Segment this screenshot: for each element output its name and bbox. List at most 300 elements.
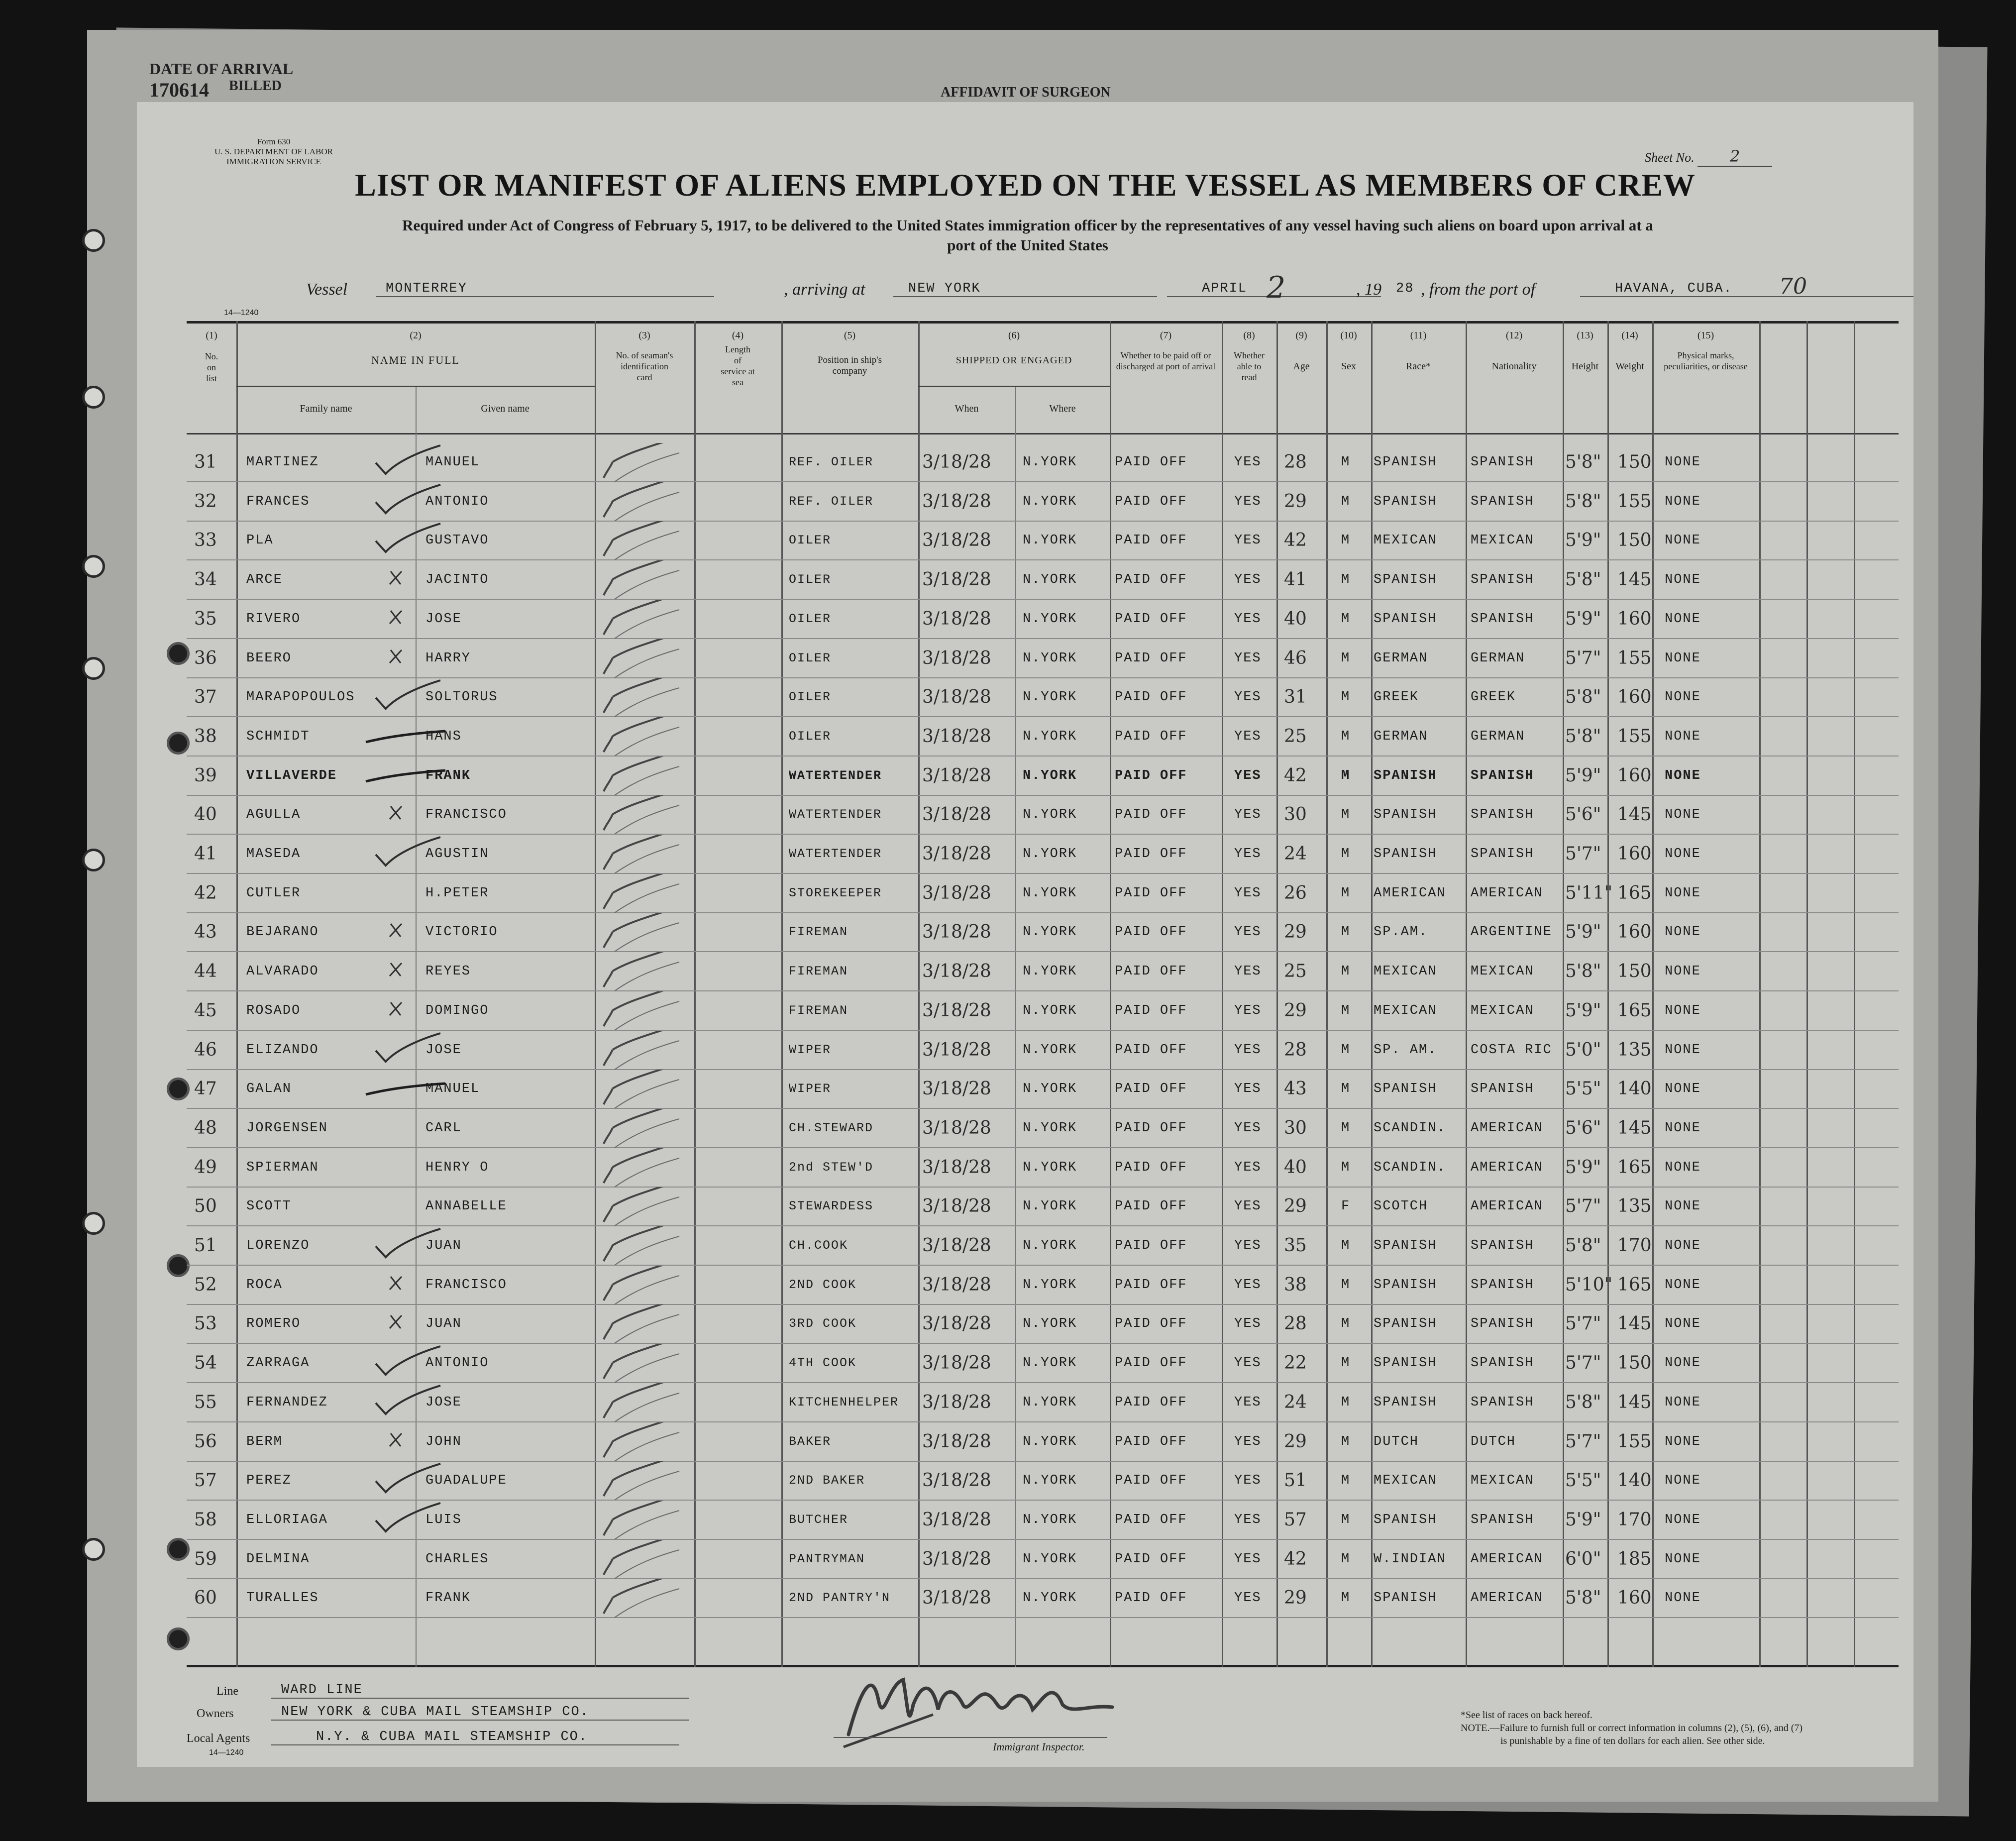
given-name: GUSTAVO bbox=[425, 533, 489, 548]
paid-off: PAID OFF bbox=[1115, 1473, 1187, 1489]
physical-marks: NONE bbox=[1665, 1356, 1701, 1371]
paid-off: PAID OFF bbox=[1115, 768, 1187, 783]
height: 5'7" bbox=[1565, 1353, 1601, 1374]
height: 5'8" bbox=[1565, 687, 1601, 708]
age: 42 bbox=[1284, 530, 1307, 551]
paid-off: PAID OFF bbox=[1115, 1512, 1187, 1527]
col-label: No. of seaman's identification card bbox=[616, 350, 673, 382]
sex: M bbox=[1341, 1591, 1351, 1606]
height: 5'6" bbox=[1565, 804, 1601, 825]
given-name: FRANCISCO bbox=[425, 807, 507, 823]
physical-marks: NONE bbox=[1665, 1042, 1701, 1058]
able-to-read: YES bbox=[1234, 1434, 1262, 1449]
col-num: (15) bbox=[1697, 330, 1714, 341]
card-tick bbox=[595, 1579, 694, 1618]
binder-hole bbox=[82, 1212, 105, 1235]
shipped-when: 3/18/28 bbox=[922, 804, 991, 825]
paid-off: PAID OFF bbox=[1115, 1082, 1187, 1097]
shipped-when: 3/18/28 bbox=[922, 1039, 991, 1060]
card-tick bbox=[595, 1187, 694, 1226]
agents-code: 14—1240 bbox=[209, 1748, 244, 1757]
able-to-read: YES bbox=[1234, 768, 1262, 783]
col-header-13 bbox=[1563, 330, 1607, 372]
col-num: (6) bbox=[1008, 330, 1020, 341]
nationality: AMERICAN bbox=[1471, 1551, 1543, 1567]
height: 5'5" bbox=[1565, 1079, 1601, 1099]
height: 5'7" bbox=[1565, 1431, 1601, 1452]
sex: F bbox=[1341, 1199, 1351, 1214]
shipped-when: 3/18/28 bbox=[922, 491, 991, 512]
position: WIPER bbox=[789, 1042, 832, 1057]
age: 26 bbox=[1284, 882, 1307, 903]
position: FIREMAN bbox=[789, 1003, 849, 1018]
table-row bbox=[187, 1461, 1899, 1500]
height: 5'9" bbox=[1565, 608, 1601, 629]
subtitle-line-2: port of the United States bbox=[947, 236, 1108, 254]
col-label: Sex bbox=[1341, 361, 1356, 372]
row-number: 48 bbox=[194, 1117, 217, 1138]
col-header-7 bbox=[1110, 330, 1222, 372]
nationality: GERMAN bbox=[1471, 729, 1525, 744]
able-to-read: YES bbox=[1234, 925, 1262, 940]
weight: 145 bbox=[1617, 804, 1652, 825]
given-name: JUAN bbox=[425, 1238, 462, 1253]
owners-value: NEW YORK & CUBA MAIL STEAMSHIP CO. bbox=[271, 1705, 689, 1721]
family-name: JORGENSEN bbox=[246, 1120, 328, 1136]
col-header-3 bbox=[595, 330, 694, 383]
row-number: 47 bbox=[194, 1079, 217, 1099]
sex: M bbox=[1341, 1238, 1351, 1253]
age: 24 bbox=[1284, 844, 1307, 864]
family-name: ARCE bbox=[246, 572, 283, 588]
family-name: RIVERO bbox=[246, 611, 301, 627]
physical-marks: NONE bbox=[1665, 690, 1701, 705]
shipped-when: 3/18/28 bbox=[922, 1313, 991, 1334]
row-number: 39 bbox=[194, 765, 217, 786]
sex: M bbox=[1341, 885, 1351, 901]
nationality: GREEK bbox=[1471, 690, 1516, 705]
height: 5'8" bbox=[1565, 452, 1601, 472]
form-service: IMMIGRATION SERVICE bbox=[226, 157, 321, 166]
physical-marks: NONE bbox=[1665, 533, 1701, 548]
col-label: Height bbox=[1571, 361, 1599, 372]
physical-marks: NONE bbox=[1665, 1395, 1701, 1410]
shipped-where: N.YORK bbox=[1023, 807, 1077, 823]
physical-marks: NONE bbox=[1665, 1551, 1701, 1567]
height: 5'9" bbox=[1565, 1000, 1601, 1021]
physical-marks: NONE bbox=[1665, 650, 1701, 666]
card-tick bbox=[595, 443, 694, 482]
height: 5'9" bbox=[1565, 922, 1601, 943]
row-number: 41 bbox=[194, 844, 217, 864]
shipped-where: N.YORK bbox=[1023, 1473, 1077, 1489]
col-label: NAME IN FULL bbox=[371, 354, 460, 366]
weight: 155 bbox=[1617, 648, 1652, 668]
weight: 145 bbox=[1617, 569, 1652, 590]
table-body bbox=[187, 443, 1899, 1665]
card-tick bbox=[595, 678, 694, 717]
table-row bbox=[187, 443, 1899, 482]
col-label: SHIPPED OR ENGAGED bbox=[955, 355, 1072, 366]
race: SPANISH bbox=[1374, 1512, 1437, 1527]
physical-marks: NONE bbox=[1665, 611, 1701, 627]
position: CH.COOK bbox=[789, 1238, 849, 1253]
weight: 185 bbox=[1617, 1548, 1652, 1569]
family-name: MASEDA bbox=[246, 847, 301, 862]
height: 5'6" bbox=[1565, 1117, 1601, 1138]
subtitle-line-1: Required under Act of Congress of February 5, 1917, to be delivered to the United States immigration officer by the representatives of any vessel having such aliens on board upon arrival at a bbox=[402, 217, 1653, 234]
sex: M bbox=[1341, 650, 1351, 666]
given-name: MANUEL bbox=[425, 1082, 480, 1097]
col-header-10 bbox=[1326, 330, 1371, 372]
form-department: U. S. DEPARTMENT OF LABOR bbox=[214, 147, 333, 156]
shipped-when: 3/18/28 bbox=[922, 922, 991, 943]
position: OILER bbox=[789, 533, 832, 548]
family-name: SCOTT bbox=[246, 1199, 292, 1214]
paid-off: PAID OFF bbox=[1115, 964, 1187, 979]
position: 2nd STEW'D bbox=[789, 1160, 874, 1175]
card-tick bbox=[595, 1461, 694, 1500]
race: SPANISH bbox=[1374, 572, 1437, 588]
given-name: H.PETER bbox=[425, 885, 489, 901]
card-tick bbox=[595, 835, 694, 873]
height: 5'8" bbox=[1565, 1392, 1601, 1412]
shipped-where: N.YORK bbox=[1023, 1316, 1077, 1332]
paid-off: PAID OFF bbox=[1115, 1434, 1187, 1449]
shipped-when: 3/18/28 bbox=[922, 1274, 991, 1295]
given-name: JOSE bbox=[425, 1395, 462, 1410]
age: 41 bbox=[1284, 569, 1307, 590]
table-row bbox=[187, 1266, 1899, 1304]
weight: 135 bbox=[1617, 1196, 1652, 1217]
col-header-11 bbox=[1371, 330, 1466, 372]
weight: 170 bbox=[1617, 1509, 1652, 1530]
col-num: (10) bbox=[1340, 330, 1357, 341]
height: 5'8" bbox=[1565, 491, 1601, 512]
col-num: (1) bbox=[206, 330, 217, 341]
age: 29 bbox=[1284, 491, 1307, 512]
given-name: LUIS bbox=[425, 1512, 462, 1527]
table-row bbox=[187, 795, 1899, 834]
family-name: MARTINEZ bbox=[246, 455, 319, 470]
physical-marks: NONE bbox=[1665, 1591, 1701, 1606]
position: CH.STEWARD bbox=[789, 1120, 874, 1135]
family-name: ROSADO bbox=[246, 1003, 301, 1018]
paid-off: PAID OFF bbox=[1115, 1316, 1187, 1332]
position: OILER bbox=[789, 611, 832, 626]
sex: M bbox=[1341, 1277, 1351, 1293]
col-label: Race* bbox=[1406, 361, 1431, 372]
age: 57 bbox=[1284, 1509, 1307, 1530]
col-label: Length of service at sea bbox=[721, 344, 755, 387]
sex: M bbox=[1341, 729, 1351, 744]
race: MEXICAN bbox=[1374, 1003, 1437, 1018]
given-name: SOLTORUS bbox=[425, 690, 498, 705]
card-tick bbox=[595, 1226, 694, 1265]
shipped-where: N.YORK bbox=[1023, 1356, 1077, 1371]
position: 4TH COOK bbox=[789, 1356, 857, 1371]
stamp-number: 170614 bbox=[149, 79, 209, 101]
position: WATERTENDER bbox=[789, 847, 882, 861]
physical-marks: NONE bbox=[1665, 847, 1701, 862]
paid-off: PAID OFF bbox=[1115, 807, 1187, 823]
binder-hole bbox=[82, 657, 105, 680]
shipped-when: 3/18/28 bbox=[922, 530, 991, 551]
age: 35 bbox=[1284, 1235, 1307, 1256]
given-name: JOSE bbox=[425, 611, 462, 627]
able-to-read: YES bbox=[1234, 1551, 1262, 1567]
family-name: ELLORIAGA bbox=[246, 1512, 328, 1527]
height: 5'11" bbox=[1565, 882, 1612, 903]
row-number: 36 bbox=[194, 648, 217, 668]
family-name: LORENZO bbox=[246, 1238, 310, 1253]
col-label: Physical marks, peculiarities, or disease bbox=[1664, 350, 1748, 371]
paid-off: PAID OFF bbox=[1115, 1003, 1187, 1018]
race: SPANISH bbox=[1374, 768, 1437, 783]
age: 30 bbox=[1284, 1117, 1307, 1138]
race: SCANDIN. bbox=[1374, 1120, 1446, 1136]
page-subtitle bbox=[212, 216, 1844, 255]
shipped-where: N.YORK bbox=[1023, 1082, 1077, 1097]
col-header-2 bbox=[236, 330, 595, 366]
shipped-when: 3/18/28 bbox=[922, 882, 991, 903]
table-row bbox=[187, 1383, 1899, 1422]
owners-label: Owners bbox=[197, 1707, 234, 1720]
col-header-8 bbox=[1222, 330, 1276, 383]
paid-off: PAID OFF bbox=[1115, 1238, 1187, 1253]
physical-marks: NONE bbox=[1665, 1277, 1701, 1293]
nationality: AMERICAN bbox=[1471, 1160, 1543, 1175]
able-to-read: YES bbox=[1234, 1082, 1262, 1097]
card-tick bbox=[595, 560, 694, 599]
table-row bbox=[187, 678, 1899, 717]
position: OILER bbox=[789, 690, 832, 705]
paid-off: PAID OFF bbox=[1115, 1120, 1187, 1136]
note-races: *See list of races on back hereof. bbox=[1461, 1710, 1592, 1721]
weight: 155 bbox=[1617, 726, 1652, 747]
height: 5'9" bbox=[1565, 530, 1601, 551]
col-label: Whether able to read bbox=[1234, 350, 1265, 382]
nationality: COSTA RIC bbox=[1471, 1042, 1552, 1058]
able-to-read: YES bbox=[1234, 455, 1262, 470]
sex: M bbox=[1341, 611, 1351, 627]
sex: M bbox=[1341, 1120, 1351, 1136]
table-row bbox=[187, 1422, 1899, 1461]
weight: 160 bbox=[1617, 922, 1652, 943]
family-name: FRANCES bbox=[246, 494, 310, 509]
row-number: 45 bbox=[194, 1000, 217, 1021]
card-tick bbox=[595, 1383, 694, 1422]
position: REF. OILER bbox=[789, 455, 874, 469]
shipped-where: N.YORK bbox=[1023, 925, 1077, 940]
age: 25 bbox=[1284, 961, 1307, 982]
shipped-where: N.YORK bbox=[1023, 1551, 1077, 1567]
shipped-when: 3/18/28 bbox=[922, 1235, 991, 1256]
shipped-when: 3/18/28 bbox=[922, 569, 991, 590]
col-label: No. on list bbox=[205, 351, 218, 383]
weight: 160 bbox=[1617, 687, 1652, 708]
binder-hole bbox=[82, 1538, 105, 1561]
page-title: LIST OR MANIFEST OF ALIENS EMPLOYED ON THE VESSEL AS MEMBERS OF CREW bbox=[355, 167, 1696, 203]
binder-hole bbox=[82, 386, 105, 409]
shipped-where: N.YORK bbox=[1023, 533, 1077, 548]
able-to-read: YES bbox=[1234, 1042, 1262, 1058]
col-num: (4) bbox=[732, 330, 744, 341]
col-label: Nationality bbox=[1491, 361, 1537, 372]
card-tick bbox=[595, 600, 694, 639]
height: 5'8" bbox=[1565, 569, 1601, 590]
card-tick bbox=[595, 1344, 694, 1383]
nationality: ARGENTINE bbox=[1471, 925, 1552, 940]
able-to-read: YES bbox=[1234, 690, 1262, 705]
card-tick bbox=[595, 1070, 694, 1108]
able-to-read: YES bbox=[1234, 1120, 1262, 1136]
col-num: (11) bbox=[1410, 330, 1427, 341]
age: 42 bbox=[1284, 765, 1307, 786]
able-to-read: YES bbox=[1234, 1199, 1262, 1214]
height: 5'8" bbox=[1565, 726, 1601, 747]
nationality: SPANISH bbox=[1471, 768, 1534, 783]
form-small-number: 14—1240 bbox=[224, 309, 259, 317]
position: PANTRYMAN bbox=[789, 1551, 865, 1566]
age: 28 bbox=[1284, 1313, 1307, 1334]
family-name: BERM bbox=[246, 1434, 283, 1449]
sex: M bbox=[1341, 1473, 1351, 1489]
card-tick bbox=[595, 874, 694, 913]
given-name: ANTONIO bbox=[425, 494, 489, 509]
height: 5'9" bbox=[1565, 1157, 1601, 1178]
race: SPANISH bbox=[1374, 611, 1437, 627]
race: GERMAN bbox=[1374, 729, 1428, 744]
weight: 165 bbox=[1617, 882, 1652, 903]
position: KITCHENHELPER bbox=[789, 1395, 899, 1409]
race: SPANISH bbox=[1374, 1277, 1437, 1293]
card-tick bbox=[595, 717, 694, 756]
row-number: 33 bbox=[194, 530, 217, 551]
nationality: SPANISH bbox=[1471, 1512, 1534, 1527]
paid-off: PAID OFF bbox=[1115, 1277, 1187, 1293]
inspector-signature bbox=[834, 1660, 1142, 1749]
row-number: 31 bbox=[194, 452, 217, 472]
sex: M bbox=[1341, 1551, 1351, 1567]
vessel-name: MONTERREY bbox=[376, 281, 714, 297]
shipped-when: 3/18/28 bbox=[922, 844, 991, 864]
able-to-read: YES bbox=[1234, 729, 1262, 744]
binder-hole bbox=[82, 555, 105, 578]
table-row bbox=[187, 639, 1899, 678]
shipped-where: N.YORK bbox=[1023, 847, 1077, 862]
table-row bbox=[187, 835, 1899, 873]
row-number: 38 bbox=[194, 726, 217, 747]
arrival-day: 2 bbox=[1267, 270, 1286, 305]
stamp-extra: BILLED bbox=[229, 78, 282, 94]
nationality: SPANISH bbox=[1471, 1277, 1534, 1293]
height: 5'5" bbox=[1565, 1470, 1601, 1491]
table-row bbox=[187, 1579, 1899, 1618]
nationality: GERMAN bbox=[1471, 650, 1525, 666]
row-number: 53 bbox=[194, 1313, 217, 1334]
nationality: SPANISH bbox=[1471, 847, 1534, 862]
manifest-table bbox=[187, 321, 1899, 1667]
card-tick bbox=[595, 1109, 694, 1148]
able-to-read: YES bbox=[1234, 1277, 1262, 1293]
age: 22 bbox=[1284, 1353, 1307, 1374]
physical-marks: NONE bbox=[1665, 964, 1701, 979]
year-prefix: , 19 bbox=[1356, 280, 1381, 299]
race: SCANDIN. bbox=[1374, 1160, 1446, 1175]
card-tick bbox=[595, 1031, 694, 1070]
table-row bbox=[187, 482, 1899, 521]
row-number: 44 bbox=[194, 961, 217, 982]
able-to-read: YES bbox=[1234, 494, 1262, 509]
able-to-read: YES bbox=[1234, 1395, 1262, 1410]
able-to-read: YES bbox=[1234, 533, 1262, 548]
vessel-line bbox=[306, 270, 1824, 305]
height: 5'9" bbox=[1565, 1509, 1601, 1530]
weight: 160 bbox=[1617, 844, 1652, 864]
col-header-1 bbox=[187, 330, 236, 384]
nationality: AMERICAN bbox=[1471, 1199, 1543, 1214]
weight: 150 bbox=[1617, 961, 1652, 982]
col-num: (3) bbox=[638, 330, 650, 341]
table-row bbox=[187, 991, 1899, 1030]
given-name: FRANCISCO bbox=[425, 1277, 507, 1293]
age: 29 bbox=[1284, 1588, 1307, 1609]
race: SP. AM. bbox=[1374, 1042, 1437, 1058]
race: SPANISH bbox=[1374, 807, 1437, 823]
race: SPANISH bbox=[1374, 1316, 1437, 1332]
given-name: CARL bbox=[425, 1120, 462, 1136]
nationality: SPANISH bbox=[1471, 572, 1534, 588]
position: 3RD COOK bbox=[789, 1316, 857, 1331]
age: 30 bbox=[1284, 804, 1307, 825]
sex: M bbox=[1341, 1082, 1351, 1097]
paid-off: PAID OFF bbox=[1115, 650, 1187, 666]
table-row bbox=[187, 1187, 1899, 1226]
card-tick bbox=[595, 1148, 694, 1187]
weight: 140 bbox=[1617, 1470, 1652, 1491]
paid-off: PAID OFF bbox=[1115, 533, 1187, 548]
col-header-5 bbox=[781, 330, 918, 377]
col-num: (13) bbox=[1577, 330, 1593, 341]
shipped-when: 3/18/28 bbox=[922, 1470, 991, 1491]
able-to-read: YES bbox=[1234, 885, 1262, 901]
card-tick bbox=[595, 1501, 694, 1539]
row-number: 42 bbox=[194, 882, 217, 903]
shipped-when: 3/18/28 bbox=[922, 1392, 991, 1412]
card-tick bbox=[595, 757, 694, 795]
physical-marks: NONE bbox=[1665, 1003, 1701, 1018]
physical-marks: NONE bbox=[1665, 1082, 1701, 1097]
sheet-value: 2 bbox=[1698, 147, 1772, 167]
family-name: PLA bbox=[246, 533, 274, 548]
col-label: Position in ship's company bbox=[817, 355, 882, 376]
shipped-where: N.YORK bbox=[1023, 455, 1077, 470]
table-row bbox=[187, 1540, 1899, 1579]
row-number: 46 bbox=[194, 1039, 217, 1060]
paid-off: PAID OFF bbox=[1115, 1395, 1187, 1410]
sex: M bbox=[1341, 572, 1351, 588]
age: 40 bbox=[1284, 608, 1307, 629]
shipped-where: N.YORK bbox=[1023, 1277, 1077, 1293]
table-row bbox=[187, 874, 1899, 913]
card-tick bbox=[595, 952, 694, 991]
paid-off: PAID OFF bbox=[1115, 1356, 1187, 1371]
table-row bbox=[187, 560, 1899, 599]
nationality: AMERICAN bbox=[1471, 885, 1543, 901]
note-1: NOTE.—Failure to furnish full or correct information in columns (2), (5), (6), and (7) bbox=[1461, 1723, 1803, 1733]
card-tick bbox=[595, 1540, 694, 1579]
